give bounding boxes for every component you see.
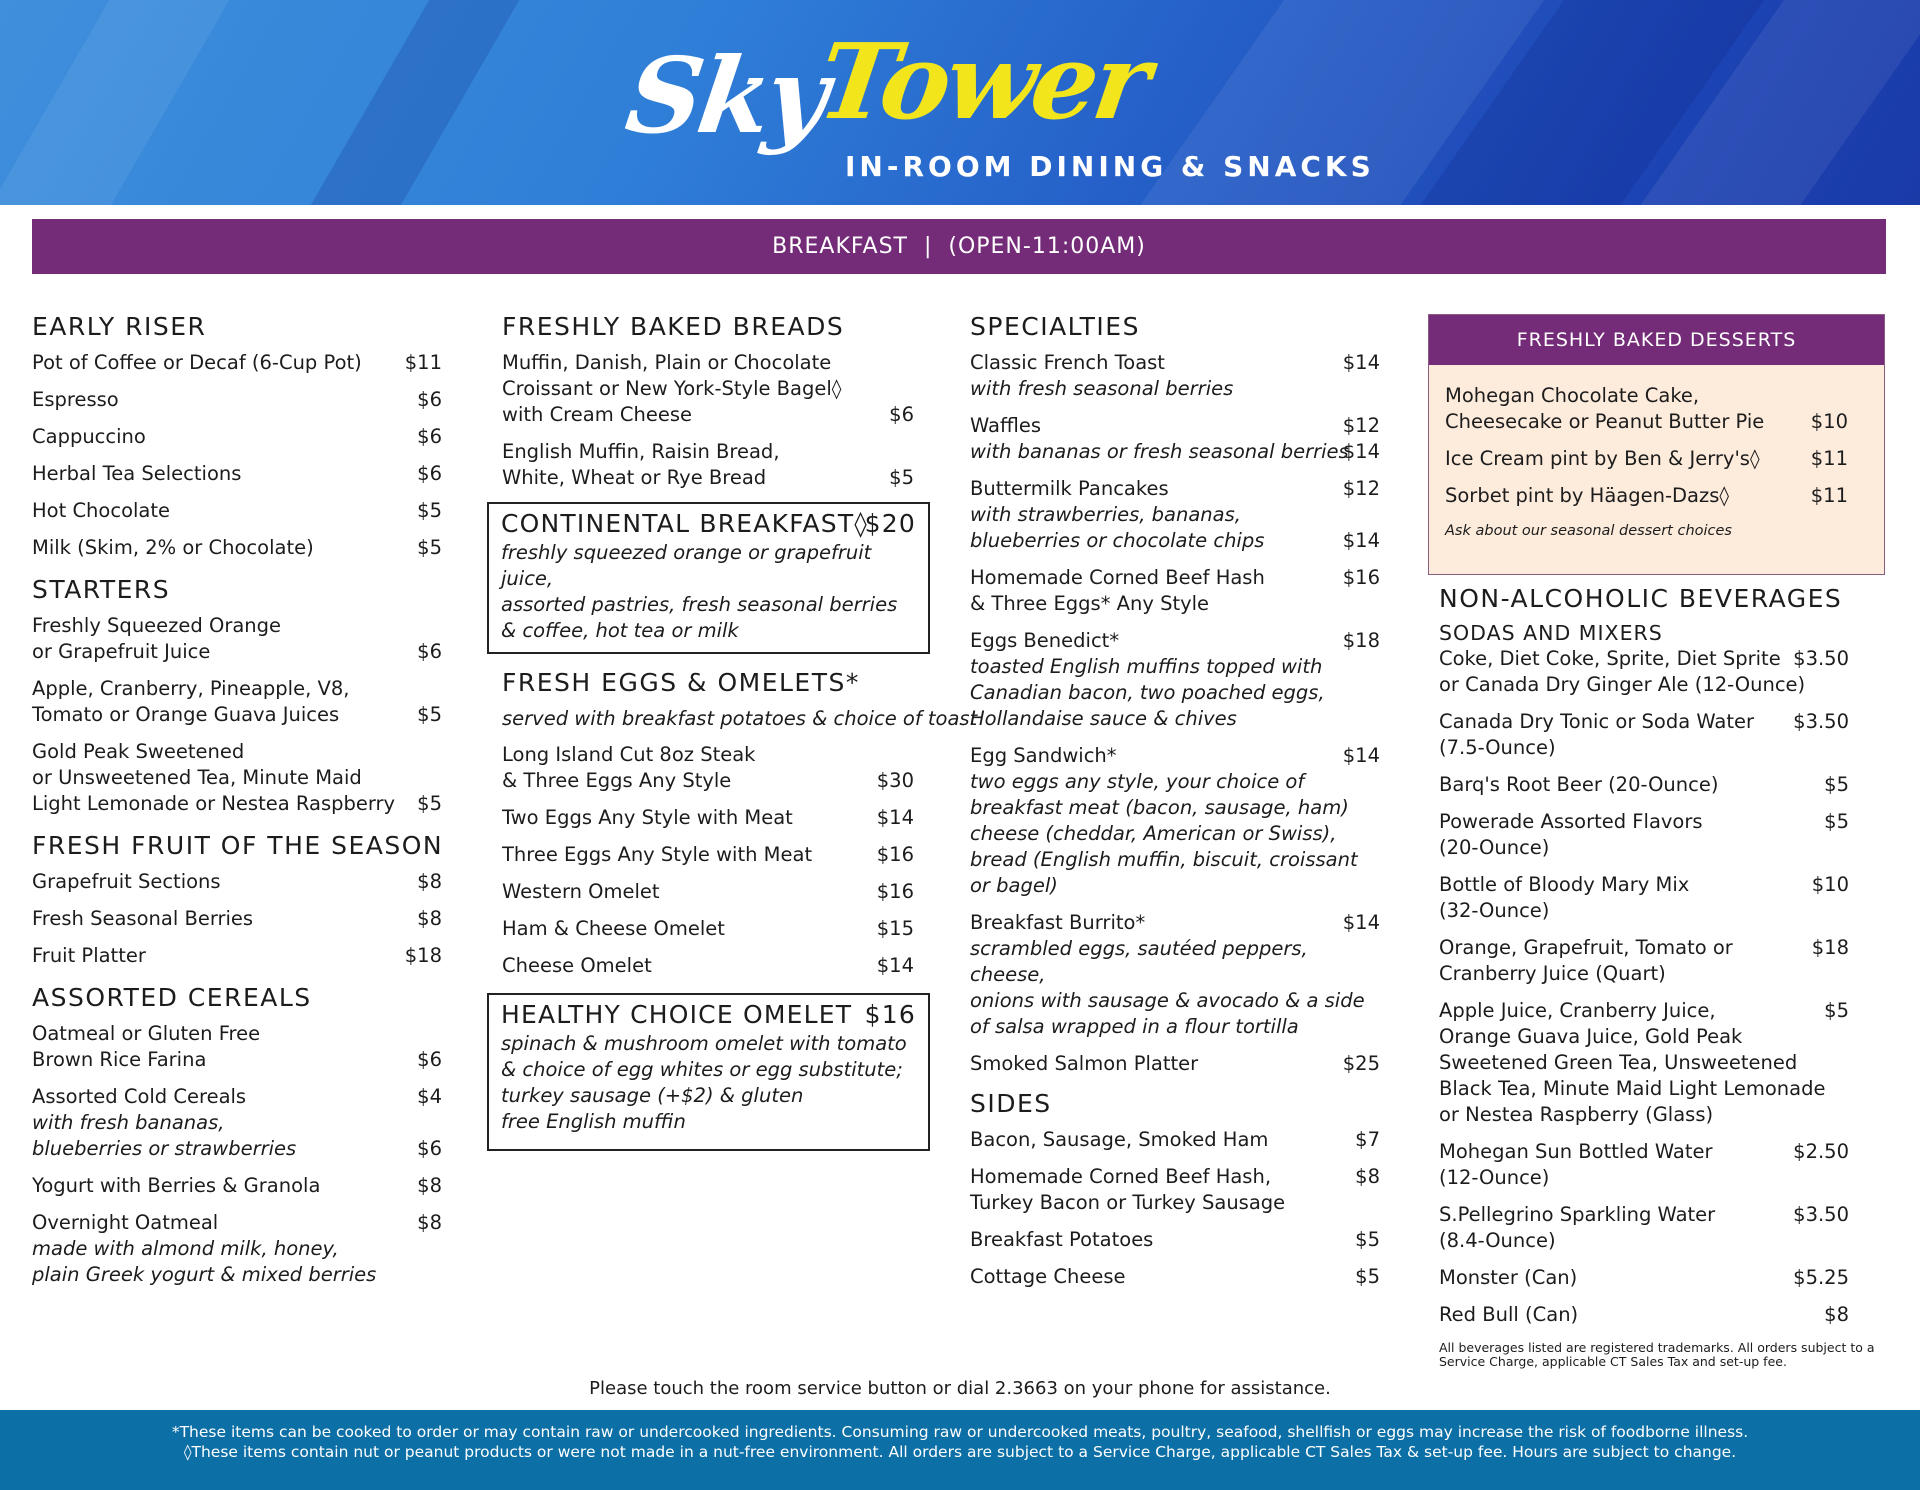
item-description: with bananas or fresh seasonal berries: [970, 440, 1349, 463]
desserts-box: [1428, 314, 1885, 575]
menu-item: Freshly Squeezed Orange or Grapefruit Juice $6: [32, 614, 442, 663]
item-price: $16: [876, 843, 914, 866]
item-price: $3.50: [1793, 647, 1849, 670]
item-price: $8: [417, 907, 442, 930]
menu-item: Grapefruit Sections $8: [32, 870, 442, 893]
menu-item: Smoked Salmon Platter $25: [970, 1052, 1380, 1075]
section-title-eggs-omelets: FRESH EGGS & OMELETS*: [502, 668, 860, 697]
section-title-starters: STARTERS: [32, 575, 171, 604]
menu-item: Red Bull (Can) $8: [1439, 1303, 1849, 1326]
item-price: $30: [876, 769, 914, 792]
item-price: $12: [1342, 477, 1380, 500]
item-price: $14: [876, 806, 914, 829]
item-description: freshly squeezed orange or grapefruit juice, assorted pastries, fresh seasonal berries & coffee, hot tea or milk: [501, 541, 898, 642]
item-price: $6: [417, 1137, 442, 1160]
menu-item: Mohegan Sun Bottled Water (12-Ounce) $2.50: [1439, 1140, 1849, 1189]
item-price: $14: [1342, 744, 1380, 767]
menu-item: Yogurt with Berries & Granola $8: [32, 1174, 442, 1197]
item-price: $15: [876, 917, 914, 940]
item-price: $5: [417, 499, 442, 522]
section-title-sides: SIDES: [970, 1089, 1052, 1118]
footer-line-1: *These items can be cooked to order or may contain raw or undercooked ingredients. Consuming raw or undercooked meats, poultry, seafood, shellfish or eggs may increase the risk of foodborne illness.: [171, 1423, 1749, 1441]
menu-item: Oatmeal or Gluten Free Brown Rice Farina $6: [32, 1022, 442, 1071]
item-description: spinach & mushroom omelet with tomato & choice of egg whites or egg substitute; turkey sausage (+$2) & gluten free English muffin: [501, 1032, 907, 1133]
menu-item: Bacon, Sausage, Smoked Ham $7: [970, 1128, 1380, 1151]
menu-item: Apple Juice, Cranberry Juice, Orange Guava Juice, Gold Peak Sweetened Green Tea, Unsweetened Black Tea, Minute Maid Light Lemonade or Nestea Raspberry (Glass) $5: [1439, 999, 1849, 1126]
item-price: $11: [1810, 484, 1848, 507]
item-price: $5: [1824, 810, 1849, 833]
menu-column-1: [32, 312, 442, 1299]
section-title-specialties: SPECIALTIES: [970, 312, 1140, 341]
menu-item: Cottage Cheese $5: [970, 1265, 1380, 1288]
footer-disclaimer: [0, 1410, 1920, 1490]
item-price: $5: [1824, 999, 1849, 1022]
section-title-fresh-fruit: FRESH FRUIT OF THE SEASON: [32, 831, 444, 860]
item-price: $3.50: [1793, 1203, 1849, 1226]
section-title-baked-breads: FRESHLY BAKED BREADS: [502, 312, 845, 341]
item-price: $12: [1342, 414, 1380, 437]
item-price: $16: [864, 1000, 916, 1029]
continental-breakfast-box: [487, 502, 930, 654]
menu-item: Homemade Corned Beef Hash, Turkey Bacon or Turkey Sausage $8: [970, 1165, 1380, 1214]
item-price: $5: [417, 536, 442, 559]
beverages-column: [1439, 584, 1849, 1339]
item-price: $6: [417, 1048, 442, 1071]
item-price: $7: [1355, 1128, 1380, 1151]
item-description: scrambled eggs, sautéed peppers, cheese, onions with sausage & avocado & a side of salsa wrapped in a flour tortilla: [970, 937, 1365, 1038]
menu-item: Espresso $6: [32, 388, 442, 411]
item-price: $5: [889, 466, 914, 489]
item-price: $11: [404, 351, 442, 374]
item-price: $5: [1355, 1228, 1380, 1251]
beverages-subtitle: SODAS AND MIXERS: [1439, 621, 1663, 645]
section-title-assorted-cereals: ASSORTED CEREALS: [32, 983, 312, 1012]
menu-item: Three Eggs Any Style with Meat $16: [502, 843, 914, 866]
item-price: $5: [1355, 1265, 1380, 1288]
item-price: $5: [1824, 773, 1849, 796]
item-price: $10: [1810, 410, 1848, 433]
item-price: $18: [1342, 629, 1380, 652]
item-price: $18: [404, 944, 442, 967]
menu-item: Sorbet pint by Häagen-Dazs◊ $11: [1445, 484, 1848, 507]
item-price: $8: [417, 1174, 442, 1197]
healthy-omelet-title: HEALTHY CHOICE OMELET $16: [501, 1000, 916, 1029]
menu-column-2: [487, 312, 978, 1151]
menu-item: Buttermilk Pancakes $12 with strawberries, bananas, blueberries or chocolate chips $14: [970, 477, 1380, 552]
item-price: $10: [1811, 873, 1849, 896]
menu-item: Pot of Coffee or Decaf (6-Cup Pot) $11: [32, 351, 442, 374]
menu-item: Two Eggs Any Style with Meat $14: [502, 806, 914, 829]
item-description: with fresh seasonal berries: [970, 377, 1234, 400]
item-description: with fresh bananas, blueberries or strawberries: [32, 1111, 297, 1160]
menu-item: Waffles $12 with bananas or fresh seasonal berries $14: [970, 414, 1380, 463]
menu-item: Coke, Diet Coke, Sprite, Diet Sprite or Canada Dry Ginger Ale (12-Ounce) $3.50: [1439, 647, 1849, 696]
item-price: $8: [417, 870, 442, 893]
header-decoration: [0, 0, 252, 205]
item-price: $5: [417, 703, 442, 726]
header-decoration: [268, 0, 543, 205]
header-subtitle: IN-ROOM DINING & SNACKS: [845, 150, 1375, 183]
item-price: $14: [1342, 440, 1380, 463]
healthy-omelet-box: [487, 993, 930, 1151]
section-title-beverages: NON-ALCOHOLIC BEVERAGES: [1439, 584, 1843, 613]
item-description: with strawberries, bananas, blueberries or chocolate chips: [970, 503, 1265, 552]
menu-item: Classic French Toast $14 with fresh seasonal berries: [970, 351, 1380, 400]
menu-item: Eggs Benedict* $18 toasted English muffins topped with Canadian bacon, two poached eggs, Hollandaise sauce & chives: [970, 629, 1380, 730]
logo-tower-text: Tower: [811, 20, 1154, 143]
item-price: $20: [864, 509, 916, 538]
logo-sky-text: Sky: [619, 34, 833, 157]
menu-item: Monster (Can) $5.25: [1439, 1266, 1849, 1289]
menu-item: Cappuccino $6: [32, 425, 442, 448]
menu-item: Cheese Omelet $14: [502, 954, 914, 977]
item-price: $11: [1810, 447, 1848, 470]
item-description: toasted English muffins topped with Canadian bacon, two poached eggs, Hollandaise sauce & chives: [970, 655, 1325, 730]
menu-item: Bottle of Bloody Mary Mix (32-Ounce) $10: [1439, 873, 1849, 922]
item-price: $14: [1342, 529, 1380, 552]
menu-item: Gold Peak Sweetened or Unsweetened Tea, Minute Maid Light Lemonade or Nestea Raspberry $5: [32, 740, 442, 815]
item-price: $5.25: [1793, 1266, 1849, 1289]
menu-item: Herbal Tea Selections $6: [32, 462, 442, 485]
footer-line-2: ◊These items contain nut or peanut products or were not made in a nut-free environment. All orders are subject to a Service Charge, applicable CT Sales Tax & set-up fee. Hours are subject to change.: [183, 1443, 1737, 1461]
item-price: $6: [417, 640, 442, 663]
beverage-fine-print: All beverages listed are registered trademarks. All orders subject to a Service Charge, applicable CT Sales Tax and set-up fee.: [1439, 1340, 1875, 1369]
item-price: $6: [889, 403, 914, 426]
item-price: $18: [1811, 936, 1849, 959]
menu-item: Overnight Oatmeal $8 made with almond milk, honey, plain Greek yogurt & mixed berries: [32, 1211, 442, 1286]
item-price: $16: [1342, 566, 1380, 589]
item-description: made with almond milk, honey, plain Greek yogurt & mixed berries: [32, 1237, 377, 1286]
menu-item: Homemade Corned Beef Hash & Three Eggs* Any Style $16: [970, 566, 1380, 615]
breakfast-banner: [32, 219, 1886, 274]
menu-item: English Muffin, Raisin Bread, White, Wheat or Rye Bread $5: [502, 440, 914, 489]
item-price: $8: [1355, 1165, 1380, 1188]
section-title-early-riser: EARLY RISER: [32, 312, 207, 341]
section-note: served with breakfast potatoes & choice of toast: [502, 707, 978, 730]
item-price: $14: [876, 954, 914, 977]
item-price: $6: [417, 388, 442, 411]
item-price: $8: [417, 1211, 442, 1234]
menu-item: Egg Sandwich* $14 two eggs any style, your choice of breakfast meat (bacon, sausage, ham) cheese (cheddar, American or Swiss), bread (English muffin, biscuit, croissant or bagel): [970, 744, 1380, 897]
item-price: $8: [1824, 1303, 1849, 1326]
menu-item: Long Island Cut 8oz Steak & Three Eggs Any Style $30: [502, 743, 914, 792]
menu-item: Apple, Cranberry, Pineapple, V8, Tomato or Orange Guava Juices $5: [32, 677, 442, 726]
menu-item: Milk (Skim, 2% or Chocolate) $5: [32, 536, 442, 559]
menu-item: Hot Chocolate $5: [32, 499, 442, 522]
desserts-title: FRESHLY BAKED DESSERTS: [1429, 315, 1884, 365]
item-price: $25: [1342, 1052, 1380, 1075]
menu-item: Fresh Seasonal Berries $8: [32, 907, 442, 930]
continental-breakfast-title: CONTINENTAL BREAKFAST◊ $20: [501, 509, 916, 538]
item-price: $3.50: [1793, 710, 1849, 733]
item-price: $2.50: [1793, 1140, 1849, 1163]
item-price: $16: [876, 880, 914, 903]
header-banner: [0, 0, 1920, 205]
item-price: $6: [417, 425, 442, 448]
item-price: $14: [1342, 911, 1380, 934]
menu-item: Breakfast Potatoes $5: [970, 1228, 1380, 1251]
item-price: $4: [417, 1085, 442, 1108]
menu-item: S.Pellegrino Sparkling Water (8.4-Ounce) $3.50: [1439, 1203, 1849, 1252]
menu-column-3: [970, 312, 1380, 1301]
menu-item: Barq's Root Beer (20-Ounce) $5: [1439, 773, 1849, 796]
menu-item: Mohegan Chocolate Cake, Cheesecake or Peanut Butter Pie $10: [1445, 384, 1848, 433]
item-price: $5: [417, 792, 442, 815]
item-price: $6: [417, 462, 442, 485]
breakfast-banner-label: BREAKFAST | (OPEN-11:00AM): [772, 234, 1146, 259]
menu-item: Canada Dry Tonic or Soda Water (7.5-Ounce) $3.50: [1439, 710, 1849, 759]
menu-item: Powerade Assorted Flavors (20-Ounce) $5: [1439, 810, 1849, 859]
menu-item: Ice Cream pint by Ben & Jerry's◊ $11: [1445, 447, 1848, 470]
menu-item: Fruit Platter $18: [32, 944, 442, 967]
menu-item: Ham & Cheese Omelet $15: [502, 917, 914, 940]
menu-item: Muffin, Danish, Plain or Chocolate Croissant or New York-Style Bagel◊ with Cream Cheese $6: [502, 351, 914, 426]
item-description: two eggs any style, your choice of breakfast meat (bacon, sausage, ham) cheese (cheddar, American or Swiss), bread (English muffin, biscuit, croissant or bagel): [970, 770, 1358, 897]
menu-item: Orange, Grapefruit, Tomato or Cranberry Juice (Quart) $18: [1439, 936, 1849, 985]
dessert-note: Ask about our seasonal dessert choices: [1445, 523, 1732, 539]
menu-item: Assorted Cold Cereals $4 with fresh bananas, blueberries or strawberries $6: [32, 1085, 442, 1160]
menu-item: Western Omelet $16: [502, 880, 914, 903]
item-price: $14: [1342, 351, 1380, 374]
assistance-note: Please touch the room service button or dial 2.3663 on your phone for assistance.: [589, 1378, 1331, 1399]
menu-item: Breakfast Burrito* $14 scrambled eggs, sautéed peppers, cheese, onions with sausage & avocado & a side of salsa wrapped in a flour tortilla: [970, 911, 1380, 1038]
